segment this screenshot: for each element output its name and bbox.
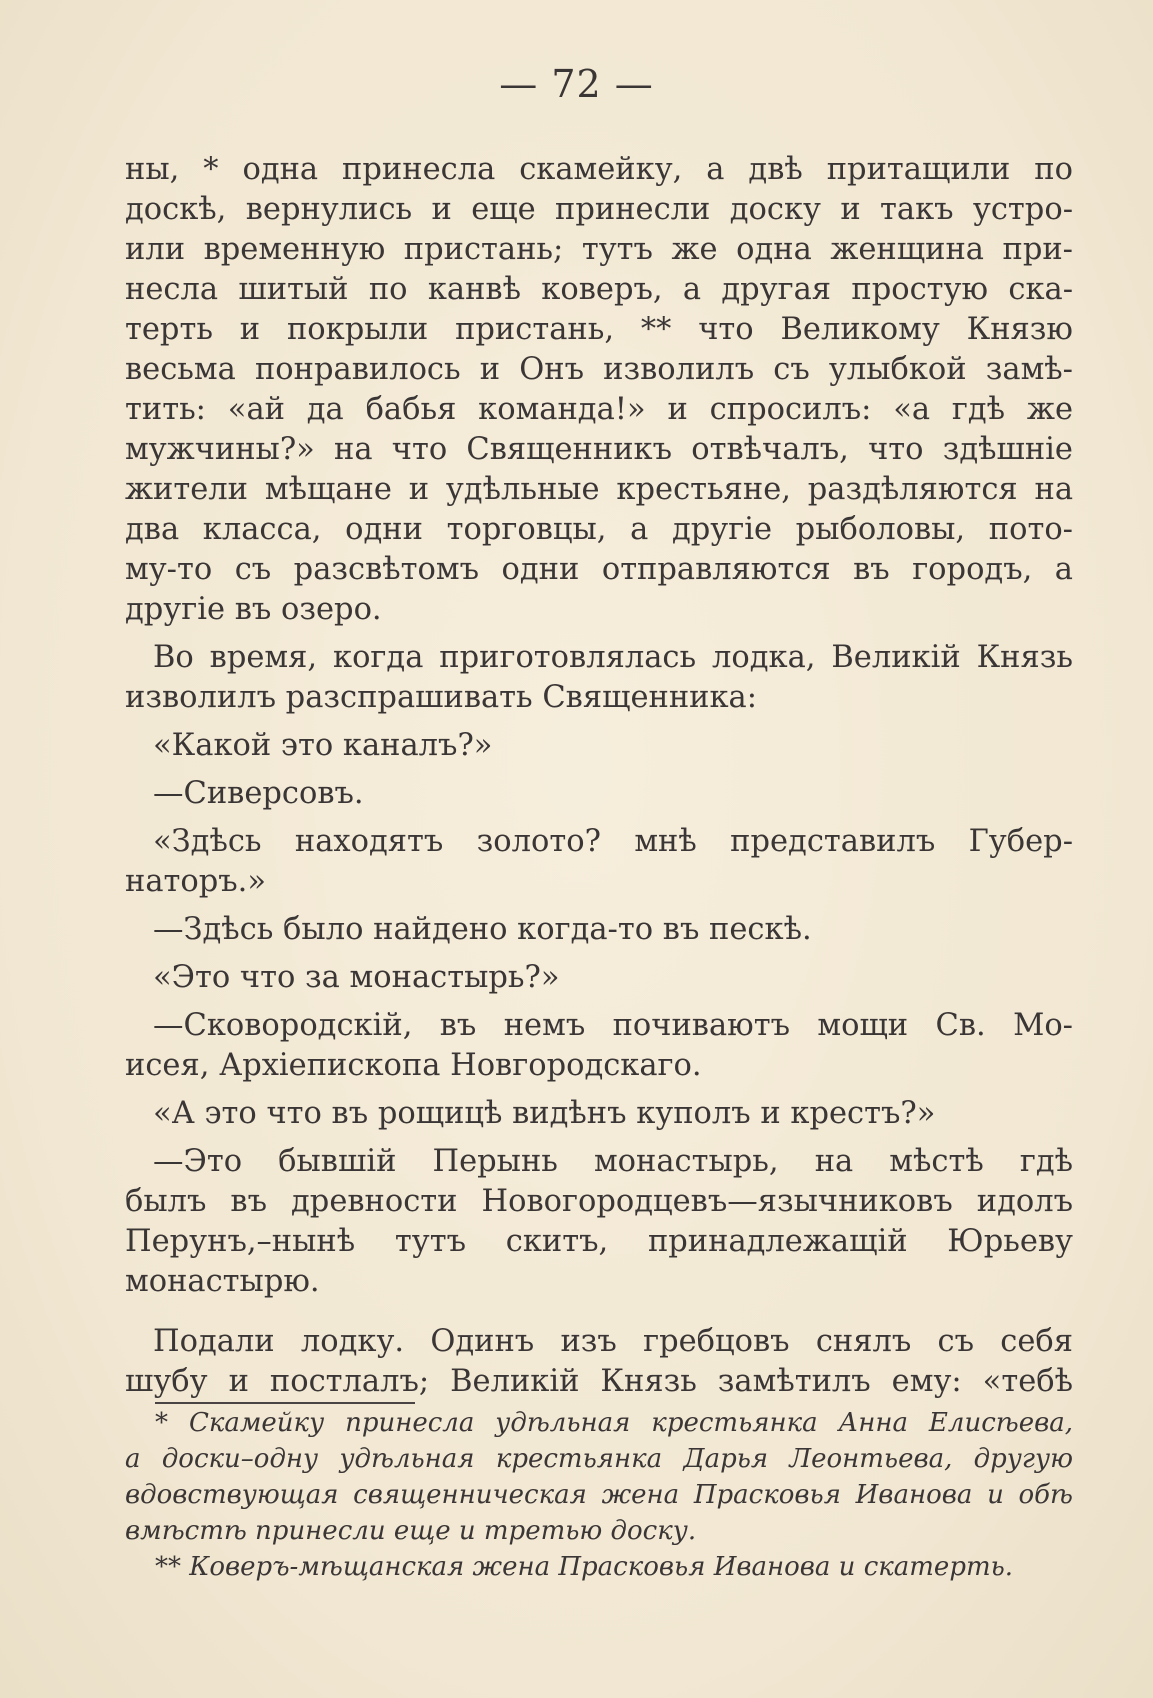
footnote-line: вмѣстѣ принесли еще и третью доску. (125, 1516, 697, 1546)
text-line: терть и покрыли пристань, ** что Великому Князю (125, 312, 1073, 347)
text-line: ны, * одна принесла скамейку, а двѣ притащили по (125, 152, 1073, 187)
text-line: изволилъ разспрашивать Священника: (125, 680, 758, 715)
dialogue-line: —Сковородскій, въ немъ почиваютъ мощи Св. Мо- (153, 1008, 1073, 1043)
text-line: жители мѣщане и удѣльные крестьяне, раздѣляются на (125, 472, 1073, 507)
dialogue-line: былъ въ древности Новогородцевъ—язычниковъ идолъ (125, 1184, 1073, 1219)
text-line: или временную пристань; тутъ же одна женщина при- (125, 232, 1073, 267)
text-line: другіе въ озеро. (125, 592, 382, 627)
footnote-line: вдовствующая священническая жена Прасковья Иванова и обѣ (125, 1480, 1073, 1510)
dialogue-line: монастырю. (125, 1264, 320, 1299)
page-number: — 72 — (499, 62, 654, 106)
footnotes (125, 1405, 1073, 1585)
text-line: шубу и постлалъ; Великій Князь замѣтилъ ему: «тебѣ (125, 1364, 1073, 1399)
dialogue-line: —Сиверсовъ. (153, 776, 364, 811)
text-line: му-то съ разсвѣтомъ одни отправляются въ городъ, а (125, 552, 1073, 587)
dialogue-line: «А это что въ рощицѣ видѣнъ куполъ и крестъ?» (153, 1096, 936, 1131)
text-line: Во время, когда приготовлялась лодка, Великій Князь (153, 640, 1073, 675)
text-line: два класса, одни торговцы, а другіе рыболовы, пото- (125, 512, 1073, 547)
dialogue-line: «Здѣсь находятъ золото? мнѣ представилъ Губер- (153, 824, 1073, 859)
text-line: несла шитый по канвѣ коверъ, а другая простую ска- (125, 272, 1073, 307)
dialogue-line: Перунъ,–нынѣ тутъ скитъ, принадлежащій Юрьеву (125, 1224, 1073, 1259)
dialogue-line: исея, Архіепископа Новгородскаго. (125, 1048, 702, 1083)
footnote-line: ** Коверъ-мѣщанская жена Прасковья Иванова и скатерть. (155, 1552, 1014, 1582)
text-line: Подали лодку. Одинъ изъ гребцовъ снялъ съ себя (153, 1324, 1073, 1359)
dialogue-line: —Это бывшій Перынь монастырь, на мѣстѣ гдѣ (153, 1144, 1073, 1179)
main-text (125, 150, 1073, 1402)
text-line: доскѣ, вернулись и еще принесли доску и такъ устро- (125, 192, 1073, 227)
dialogue-line: наторъ.» (125, 864, 267, 899)
dialogue-line: «Какой это каналъ?» (153, 728, 493, 763)
text-line: мужчины?» на что Священникъ отвѣчалъ, что здѣшніе (125, 432, 1073, 467)
footnote-line: * Скамейку принесла удѣльная крестьянка Анна Елисѣева, (155, 1408, 1073, 1438)
text-line: весьма понравилось и Онъ изволилъ съ улыбкой замѣ- (125, 352, 1073, 387)
footnote-line: а доски–одну удѣльная крестьянка Дарья Леонтьева, другую (125, 1444, 1073, 1474)
footnote-divider (155, 1402, 415, 1404)
dialogue-line: —Здѣсь было найдено когда-то въ пескѣ. (153, 912, 812, 947)
text-line: тить: «ай да бабья команда!» и спросилъ: «а гдѣ же (125, 392, 1073, 427)
dialogue-line: «Это что за монастырь?» (153, 960, 560, 995)
